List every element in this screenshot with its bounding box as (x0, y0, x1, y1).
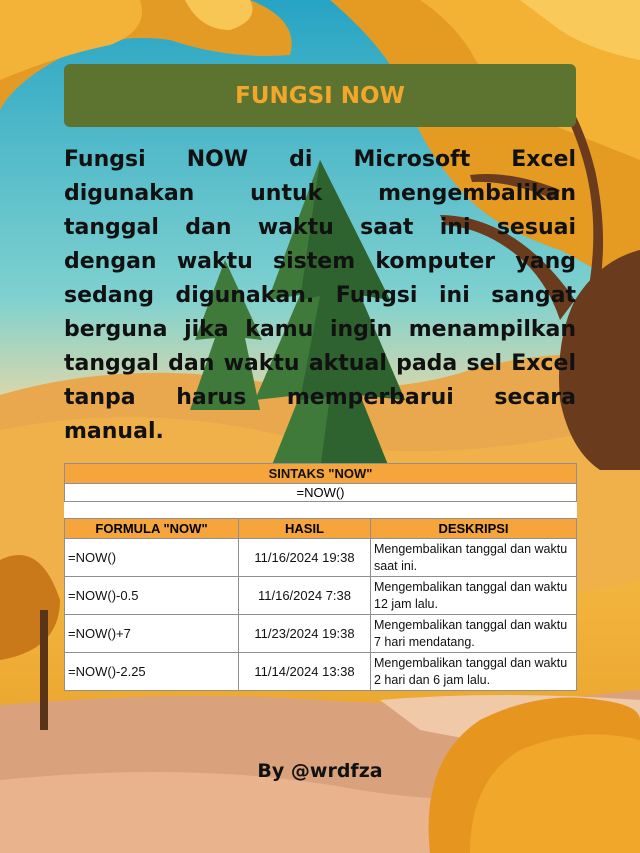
formula-cell: =NOW()+7 (65, 615, 239, 653)
table-row (65, 539, 577, 577)
page-title: FUNGSI NOW (235, 82, 405, 109)
table-row (65, 577, 577, 615)
description-cell: Mengembalikan tanggal dan waktu saat ini. (371, 539, 577, 577)
result-cell: 11/14/2024 13:38 (239, 653, 371, 691)
column-header-deskripsi: DESKRIPSI (371, 519, 577, 539)
formula-cell: =NOW()-0.5 (65, 577, 239, 615)
syntax-header: SINTAKS "NOW" (65, 464, 577, 484)
table-row (65, 653, 577, 691)
blank-cell (239, 502, 371, 519)
description-cell: Mengembalikan tanggal dan waktu 12 jam lalu. (371, 577, 577, 615)
column-header-formula: FORMULA "NOW" (65, 519, 239, 539)
title-banner (64, 64, 576, 127)
blank-cell (65, 502, 239, 519)
column-header-hasil: HASIL (239, 519, 371, 539)
formula-cell: =NOW()-2.25 (65, 653, 239, 691)
result-cell: 11/16/2024 19:38 (239, 539, 371, 577)
description-cell: Mengembalikan tanggal dan waktu 7 hari mendatang. (371, 615, 577, 653)
result-cell: 11/23/2024 19:38 (239, 615, 371, 653)
result-cell: 11/16/2024 7:38 (239, 577, 371, 615)
description-paragraph: Fungsi NOW di Microsoft Excel digunakan untuk mengembalikan tanggal dan waktu saat ini sesuai dengan waktu sistem komputer yang sedang digunakan. Fungsi ini sangat berguna jika kamu ingin menampilkan tanggal dan waktu aktual pada sel Excel tanpa harus memperbarui secara manual. (64, 147, 576, 444)
syntax-value: =NOW() (65, 484, 577, 502)
formula-cell: =NOW() (65, 539, 239, 577)
now-function-table (64, 463, 577, 691)
description-cell: Mengembalikan tanggal dan waktu 2 hari dan 6 jam lalu. (371, 653, 577, 691)
author-byline: By @wrdfza (257, 760, 383, 782)
blank-cell (371, 502, 577, 519)
table-row (65, 615, 577, 653)
